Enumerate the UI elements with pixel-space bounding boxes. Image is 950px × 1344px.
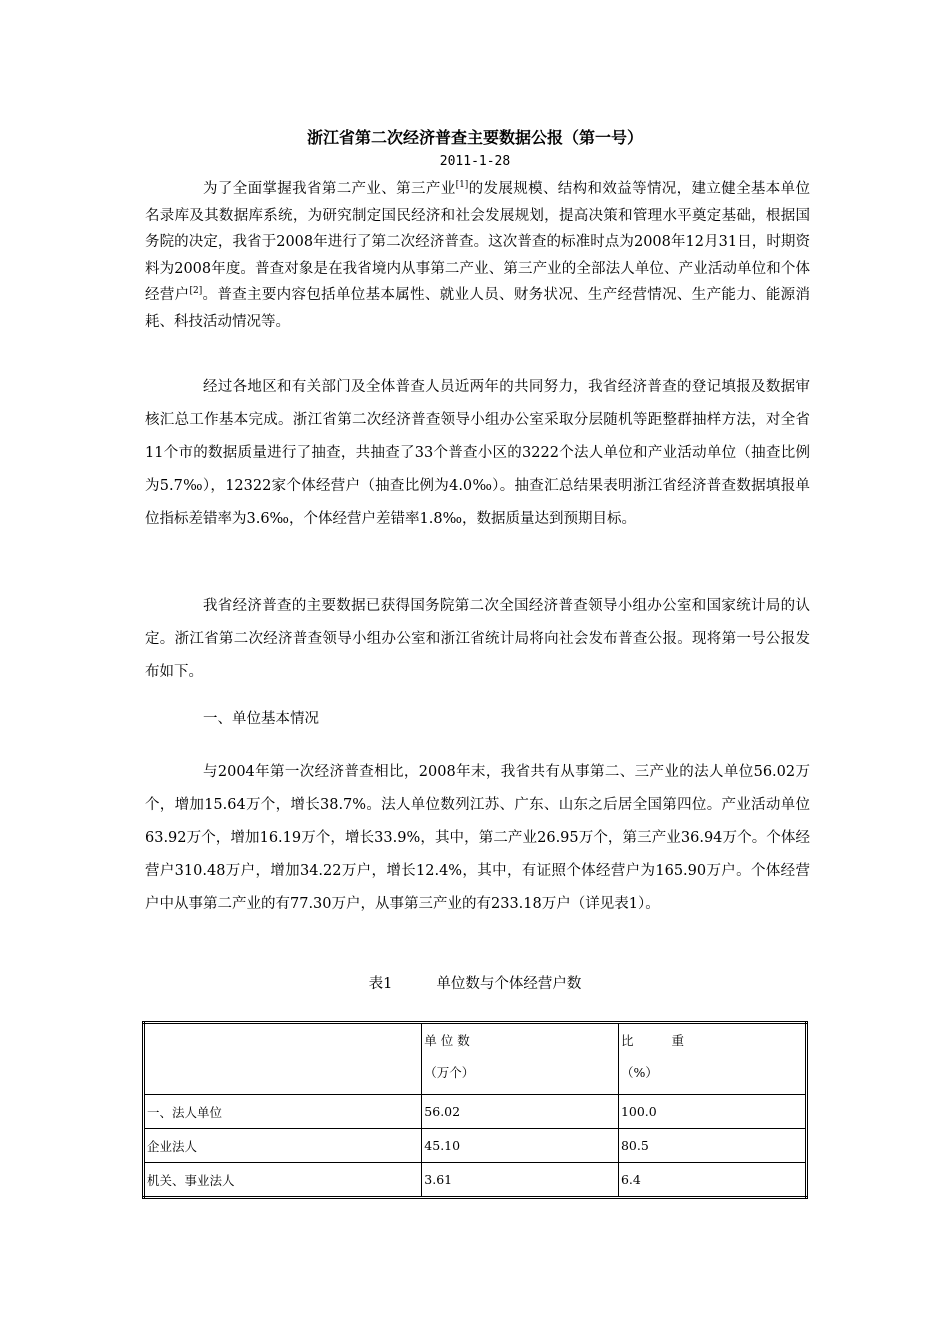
row-share: 6.4 <box>618 1163 806 1198</box>
header-share-label: 比重 <box>620 1033 722 1048</box>
table-row <box>144 1129 807 1163</box>
table-title: 单位数与个体经营户数 <box>436 976 582 992</box>
publish-date: 2011-1-28 <box>439 154 511 169</box>
header-count-unit: （万个） <box>424 1065 475 1080</box>
footnote-ref-1[interactable]: [1] <box>455 180 469 191</box>
intro-text-c: 。普查主要内容包括单位基本属性、就业人员、财务状况、生产经营情况、生产能力、能源消耗、科技活动情况等。 <box>145 287 811 330</box>
header-cell-empty <box>144 1023 422 1095</box>
intro-text-b: 的发展规模、结构和效益等情况，建立健全基本单位名录库及其数据库系统，为研究制定国民经济和社会发展规划，提高决策和管理水平奠定基础，根据国务院的决定，我省于2008年进行了第二次经济普查。这次普查的标准时点为2008年12月31日，时期资料为2008年度。普查对象是在我省境内从事第二产业、第三产业的全部法人单位、产业活动单位和个体经营户 <box>145 181 811 303</box>
row-count: 3.61 <box>422 1163 619 1198</box>
row-count: 45.10 <box>422 1129 619 1163</box>
table-header-row <box>144 1023 807 1095</box>
row-label: 企业法人 <box>144 1129 422 1163</box>
paragraph-publication: 我省经济普查的主要数据已获得国务院第二次全国经济普查领导小组办公室和国家统计局的认定。浙江省第二次经济普查领导小组办公室和浙江省统计局将向社会发布普查公报。现将第一号公报发布如下。 <box>145 598 810 680</box>
table-row <box>144 1163 807 1198</box>
header-cell-count <box>422 1023 619 1095</box>
document-title: 浙江省第二次经济普查主要数据公报（第一号） <box>306 128 643 147</box>
unit-count-table <box>142 1021 808 1199</box>
table-number: 表1 <box>368 976 393 992</box>
intro-text-a: 为了全面掌握我省第二产业、第三产业 <box>203 181 456 197</box>
row-share: 80.5 <box>618 1129 806 1163</box>
header-share-unit: （%） <box>620 1065 658 1080</box>
row-count: 56.02 <box>422 1095 619 1129</box>
paragraph-intro <box>145 176 810 335</box>
table-row <box>144 1095 807 1129</box>
table-caption <box>0 972 950 996</box>
header-count-label: 单位数 <box>424 1033 474 1048</box>
row-label: 一、法人单位 <box>144 1095 422 1129</box>
row-label: 机关、事业法人 <box>144 1163 422 1198</box>
row-share: 100.0 <box>618 1095 806 1129</box>
header-cell-share <box>618 1023 806 1095</box>
footnote-ref-2[interactable]: [2] <box>189 286 203 297</box>
section-heading-1: 一、单位基本情况 <box>203 711 319 727</box>
paragraph-quality-check: 经过各地区和有关部门及全体普查人员近两年的共同努力，我省经济普查的登记填报及数据审核汇总工作基本完成。浙江省第二次经济普查领导小组办公室采取分层随机等距整群抽样方法，对全省11个市的数据质量进行了抽查，共抽查了33个普查小区的3222个法人单位和产业活动单位（抽查比例为5.7‰），12322家个体经营户（抽查比例为4.0‰）。抽查汇总结果表明浙江省经济普查数据填报单位指标差错率为3.6‰，个体经营户差错率1.8‰，数据质量达到预期目标。 <box>145 379 810 527</box>
paragraph-unit-overview: 与2004年第一次经济普查相比，2008年末，我省共有从事第二、三产业的法人单位56.02万个，增加15.64万个，增长38.7%。法人单位数列江苏、广东、山东之后居全国第四位。产业活动单位63.92万个，增加16.19万个，增长33.9%，其中，第二产业26.95万个，第三产业36.94万个。个体经营户310.48万户，增加34.22万户，增长12.4%，其中，有证照个体经营户为165.90万户。个体经营户中从事第二产业的有77.30万户，从事第三产业的有233.18万户（详见表1）。 <box>145 764 810 912</box>
